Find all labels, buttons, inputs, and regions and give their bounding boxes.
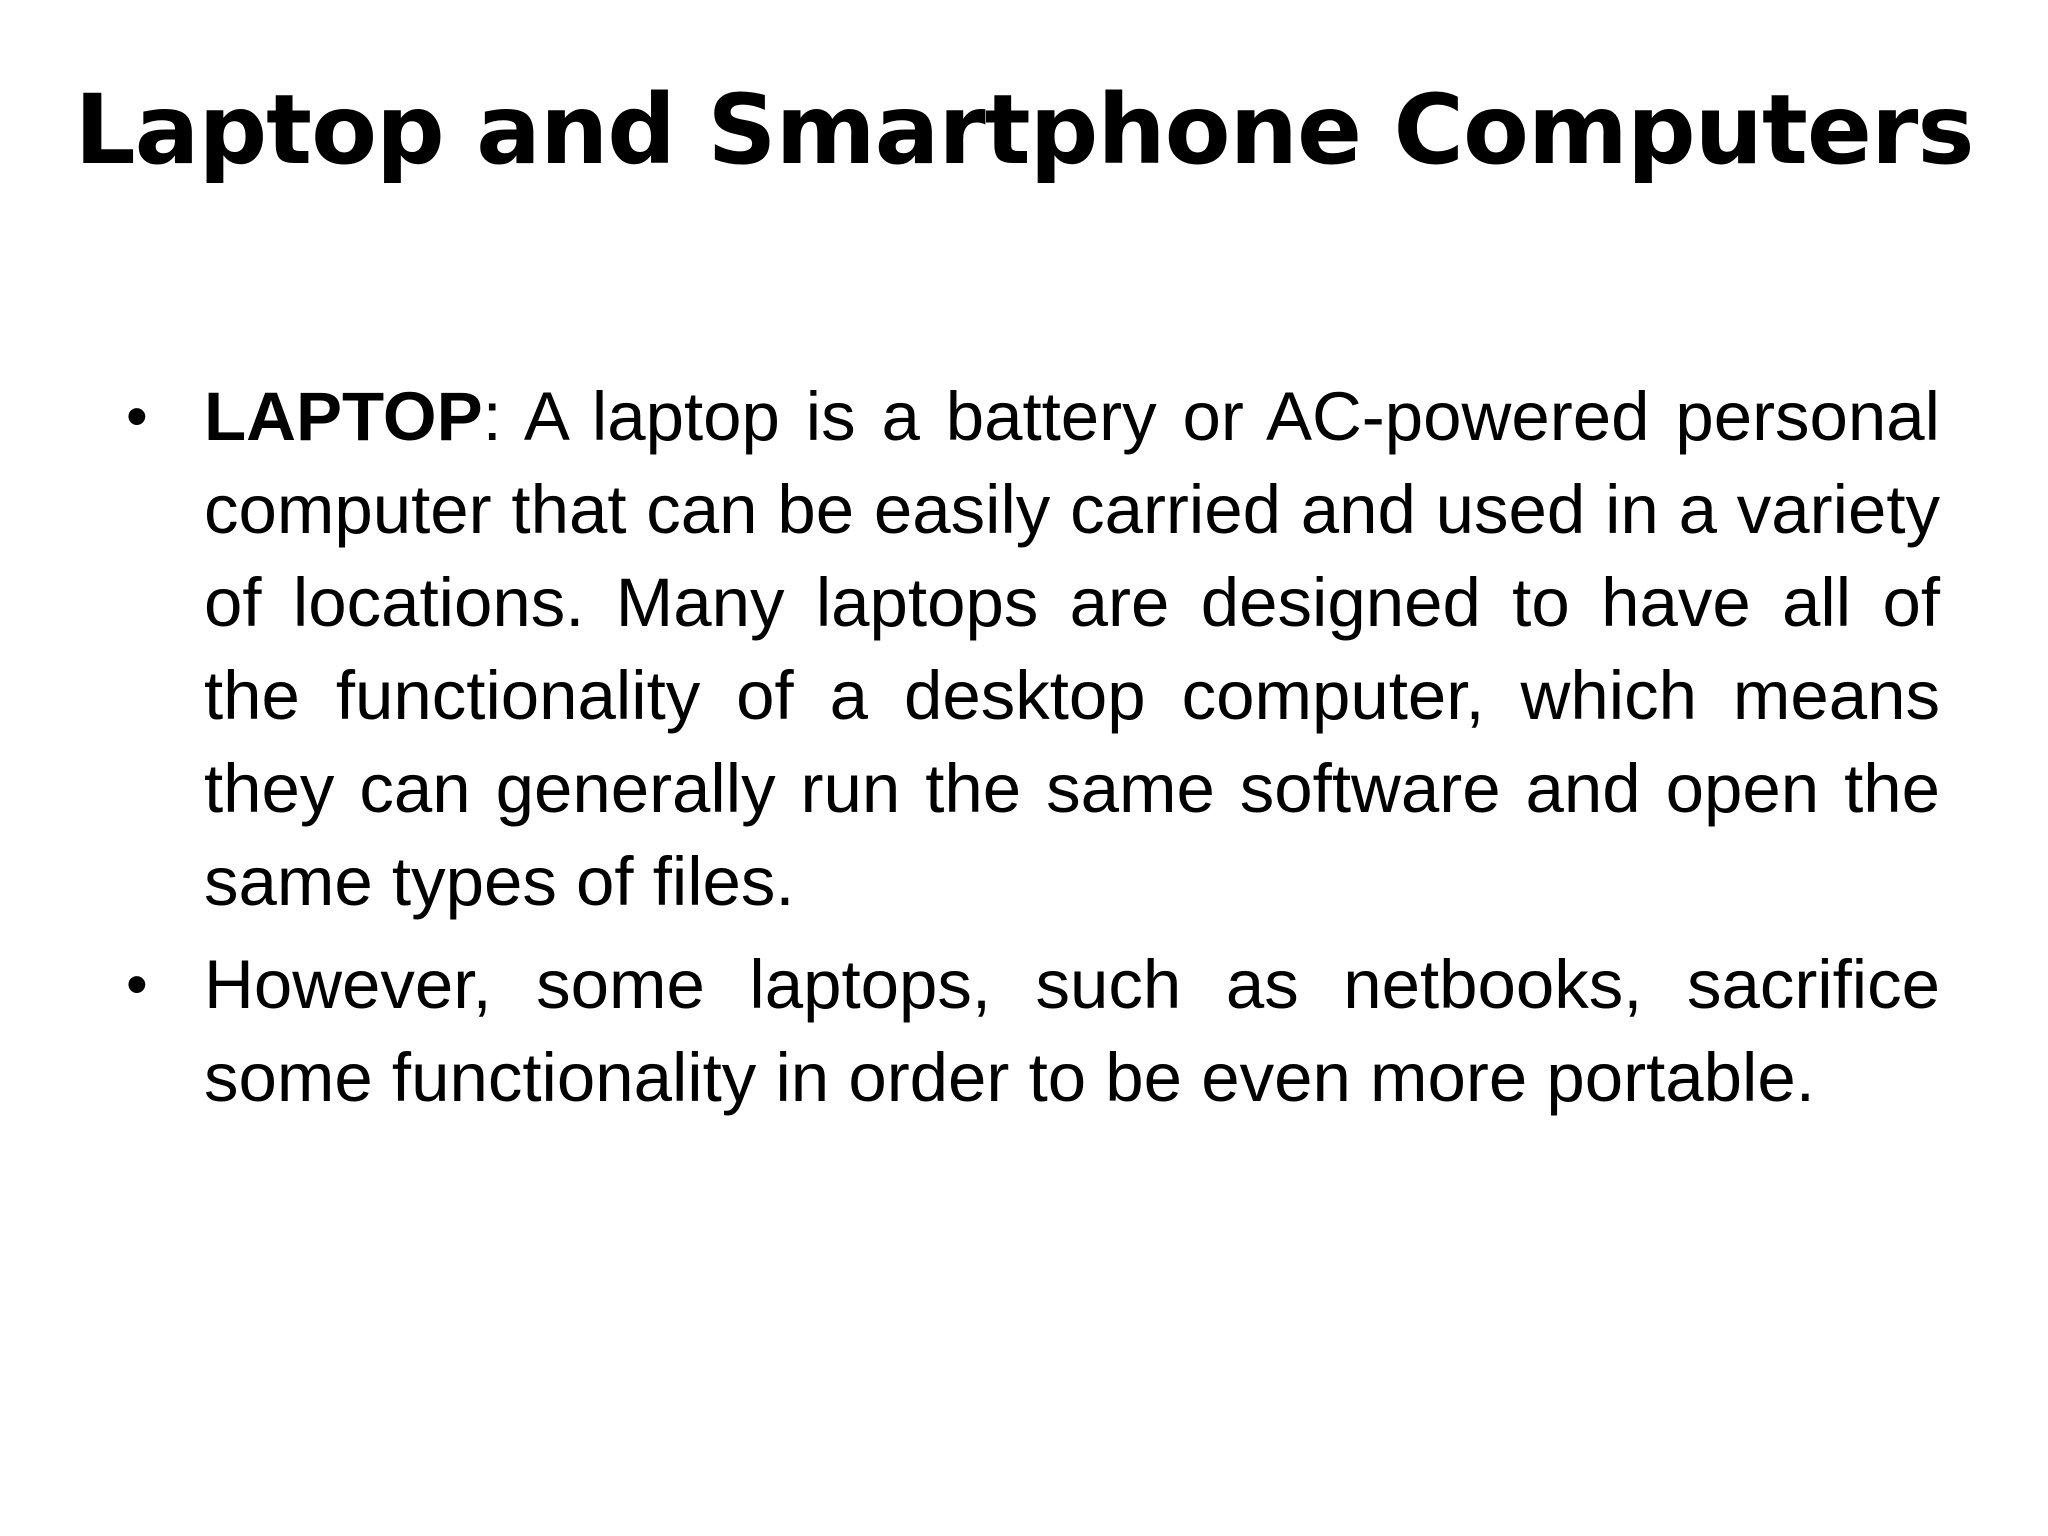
bullet-text: A laptop is a battery or AC-powered personal computer that can be easily carried and used in a variety of locations. Many laptops are designed to have all of the functionality of a desktop computer, which means they can generally run the same software and open the same types of files. — [204, 378, 1940, 920]
slide-title: Laptop and Smartphone Computers — [74, 74, 1974, 186]
bullet-term-separator: : — [482, 378, 502, 455]
bullet-item-netbooks — [120, 938, 1940, 1124]
bullet-dot-icon: • — [126, 382, 148, 451]
bullet-list — [120, 370, 1940, 1134]
bullet-dot-icon: • — [126, 950, 148, 1019]
bullet-text: However, some laptops, such as netbooks, sacrifice some functionality in order to be even more portable. — [204, 946, 1940, 1116]
bullet-term: LAPTOP — [204, 378, 483, 455]
bullet-item-laptop — [120, 370, 1940, 928]
